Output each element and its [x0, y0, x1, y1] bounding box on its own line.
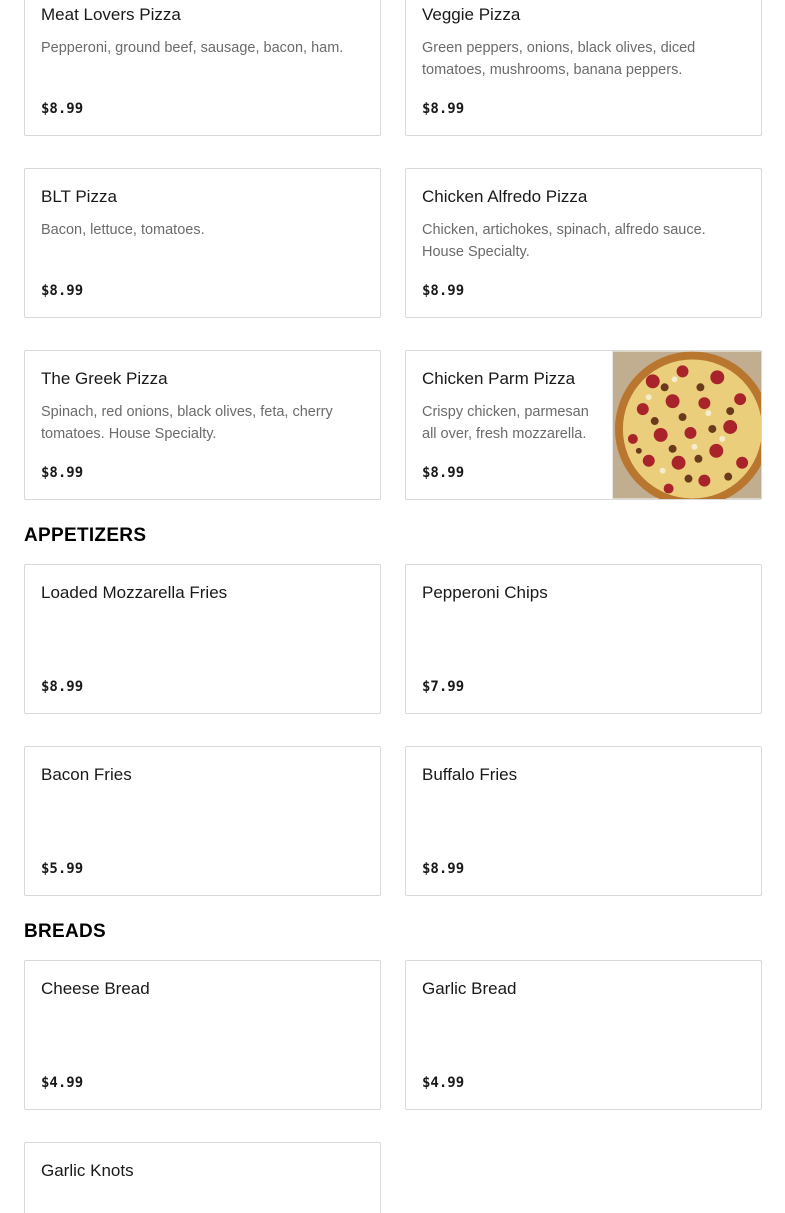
- item-name: BLT Pizza: [41, 187, 117, 206]
- item-name: Chicken Parm Pizza: [422, 369, 576, 388]
- menu-item-blt-pizza[interactable]: [24, 168, 381, 318]
- item-name: Veggie Pizza: [422, 5, 521, 24]
- menu-item-bacon-fries[interactable]: [24, 746, 381, 896]
- item-name: Bacon Fries: [41, 765, 132, 784]
- menu-item-pepperoni-chips[interactable]: [405, 564, 762, 714]
- item-name: Garlic Bread: [422, 979, 517, 998]
- item-price: $8.99: [41, 101, 84, 117]
- menu-item-meat-lovers-pizza[interactable]: [24, 0, 381, 136]
- pizza-photo-icon: [612, 351, 761, 499]
- menu-item-chicken-alfredo-pizza[interactable]: [405, 168, 762, 318]
- item-name: Garlic Knots: [41, 1161, 134, 1180]
- section-title-appetizers: APPETIZERS: [24, 525, 147, 546]
- item-description: Pepperoni, ground beef, sausage, bacon, ham.: [41, 40, 344, 56]
- item-description: Green peppers, onions, black olives, diced tomatoes, mushrooms, banana peppers.: [422, 40, 696, 78]
- menu-item-buffalo-fries[interactable]: [405, 746, 762, 896]
- item-price: $8.99: [422, 465, 465, 481]
- item-description: Chicken, artichokes, spinach, alfredo sauce. House Specialty.: [422, 222, 706, 260]
- item-price: $8.99: [41, 465, 84, 481]
- item-price: $8.99: [41, 679, 84, 695]
- item-description: Bacon, lettuce, tomatoes.: [41, 222, 205, 238]
- section-title-breads: BREADS: [24, 921, 107, 942]
- item-name: Chicken Alfredo Pizza: [422, 187, 588, 206]
- item-name: Buffalo Fries: [422, 765, 518, 784]
- menu-item-loaded-mozzarella-fries[interactable]: [24, 564, 381, 714]
- item-name: Meat Lovers Pizza: [41, 5, 181, 24]
- menu-item-garlic-bread[interactable]: [405, 960, 762, 1110]
- item-name: Pepperoni Chips: [422, 583, 548, 602]
- item-price: $8.99: [41, 283, 84, 299]
- item-description: Spinach, red onions, black olives, feta, cherry tomatoes. House Specialty.: [41, 404, 333, 442]
- menu-item-garlic-knots[interactable]: [24, 1142, 381, 1213]
- item-price: $7.99: [422, 679, 465, 695]
- item-description: Crispy chicken, parmesan all over, fresh mozzarella.: [422, 404, 589, 442]
- item-price: $4.99: [41, 1075, 84, 1091]
- menu-item-chicken-parm-pizza[interactable]: [405, 350, 762, 500]
- item-price: $8.99: [422, 283, 465, 299]
- item-price: $4.99: [422, 1075, 465, 1091]
- item-name: Cheese Bread: [41, 979, 150, 998]
- item-name: The Greek Pizza: [41, 369, 168, 388]
- item-name: Loaded Mozzarella Fries: [41, 583, 228, 602]
- item-price: $5.99: [41, 861, 84, 877]
- item-price: $8.99: [422, 101, 465, 117]
- menu-item-veggie-pizza[interactable]: [405, 0, 762, 136]
- item-price: $8.99: [422, 861, 465, 877]
- menu-item-cheese-bread[interactable]: [24, 960, 381, 1110]
- menu-item-greek-pizza[interactable]: [24, 350, 381, 500]
